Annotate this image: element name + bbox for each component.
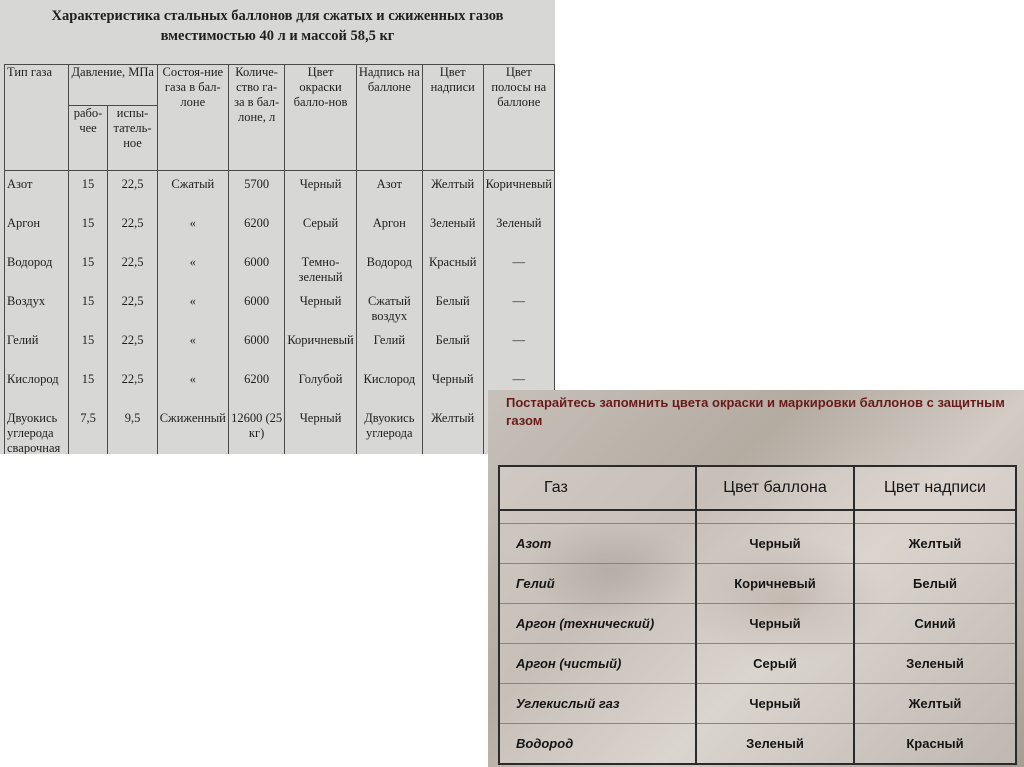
cell-cylinder-color: Черный bbox=[696, 684, 854, 724]
cell-inscription: Водород bbox=[356, 255, 422, 294]
cell-working: 15 bbox=[68, 372, 108, 411]
cell-working: 7,5 bbox=[68, 411, 108, 454]
table-row bbox=[5, 255, 555, 294]
cell-gas: Воздух bbox=[5, 294, 69, 333]
cell-state: Сжиженный bbox=[157, 411, 228, 454]
spacer-row bbox=[499, 510, 1016, 524]
cell-quantity: 6200 bbox=[228, 216, 284, 255]
cell-gas: Водород bbox=[5, 255, 69, 294]
header-working-pressure: рабо-чее bbox=[68, 106, 108, 171]
cell-gas: Двуокись углерода сварочная bbox=[5, 411, 69, 454]
table-row bbox=[5, 411, 555, 454]
table-row bbox=[5, 171, 555, 217]
cell-test: 22,5 bbox=[108, 372, 157, 411]
cell-state: « bbox=[157, 294, 228, 333]
table-row bbox=[499, 604, 1016, 644]
header-cylinder-color: Цвет баллона bbox=[696, 466, 854, 510]
cell-inscription: Азот bbox=[356, 171, 422, 217]
cell-test: 22,5 bbox=[108, 333, 157, 372]
cell-working: 15 bbox=[68, 171, 108, 217]
cell-gas: Гелий bbox=[499, 564, 696, 604]
table-row bbox=[499, 644, 1016, 684]
cell-inscription-color: Синий bbox=[854, 604, 1016, 644]
cell-cylinder-color: Серый bbox=[696, 644, 854, 684]
cell-inscription-color: Зеленый bbox=[422, 216, 483, 255]
cell-inscription: Сжатый воздух bbox=[356, 294, 422, 333]
cell-gas: Азот bbox=[499, 524, 696, 564]
cell-inscription-color: Желтый bbox=[854, 524, 1016, 564]
cell-stripe: Коричневый bbox=[483, 171, 554, 217]
cell-gas: Аргон (технический) bbox=[499, 604, 696, 644]
cell-inscription-color: Красный bbox=[422, 255, 483, 294]
cell-cylinder-color: Черный bbox=[696, 524, 854, 564]
cell-gas: Гелий bbox=[5, 333, 69, 372]
table-row bbox=[5, 294, 555, 333]
cell-test: 22,5 bbox=[108, 255, 157, 294]
cell-state: Сжатый bbox=[157, 171, 228, 217]
cylinder-spec-table bbox=[4, 64, 555, 454]
cell-cylinder-color: Черный bbox=[696, 604, 854, 644]
cell-quantity: 6000 bbox=[228, 294, 284, 333]
cell-paint: Серый bbox=[285, 216, 356, 255]
cell-paint: Черный bbox=[285, 411, 356, 454]
cell-quantity: 6000 bbox=[228, 333, 284, 372]
header-test-pressure: испы-татель-ное bbox=[108, 106, 157, 171]
cell-gas: Кислород bbox=[5, 372, 69, 411]
header-pressure: Давление, МПа bbox=[68, 65, 157, 106]
cell-paint: Голубой bbox=[285, 372, 356, 411]
cell-stripe: — bbox=[483, 372, 554, 411]
cell-paint: Черный bbox=[285, 294, 356, 333]
header-inscription-color: Цвет надписи bbox=[854, 466, 1016, 510]
slide-panel bbox=[488, 390, 1024, 767]
cell-paint: Коричневый bbox=[285, 333, 356, 372]
cell-inscription: Гелий bbox=[356, 333, 422, 372]
cell-inscription: Двуокись углерода bbox=[356, 411, 422, 454]
cell-stripe: — bbox=[483, 294, 554, 333]
cell-inscription-color: Желтый bbox=[422, 171, 483, 217]
table-row bbox=[499, 724, 1016, 765]
cell-gas: Углекислый газ bbox=[499, 684, 696, 724]
cell-stripe: — bbox=[483, 333, 554, 372]
cell-working: 15 bbox=[68, 294, 108, 333]
header-state: Состоя-ние газа в бал-лоне bbox=[157, 65, 228, 171]
cell-state: « bbox=[157, 372, 228, 411]
header-paint-color: Цвет окраски балло-нов bbox=[285, 65, 356, 171]
cell-working: 15 bbox=[68, 333, 108, 372]
cell-quantity: 6200 bbox=[228, 372, 284, 411]
cell-gas: Водород bbox=[499, 724, 696, 765]
table-row bbox=[499, 524, 1016, 564]
header-quantity: Количе-ство га-за в бал-лоне, л bbox=[228, 65, 284, 171]
cell-test: 22,5 bbox=[108, 171, 157, 217]
slide-title: Постарайтесь запомнить цвета окраски и маркировки баллонов с защитным газом bbox=[506, 395, 1005, 428]
header-inscription: Надпись на баллоне bbox=[356, 65, 422, 171]
cell-inscription-color: Белый bbox=[854, 564, 1016, 604]
table-row bbox=[5, 216, 555, 255]
cell-quantity: 5700 bbox=[228, 171, 284, 217]
cell-cylinder-color: Зеленый bbox=[696, 724, 854, 765]
scan-title-line1: Характеристика стальных баллонов для сжатых и сжиженных газов bbox=[51, 8, 504, 24]
cell-test: 22,5 bbox=[108, 294, 157, 333]
scan-title-line2: вместимостью 40 л и массой 58,5 кг bbox=[160, 28, 395, 44]
table-row bbox=[5, 372, 555, 411]
cell-inscription: Аргон bbox=[356, 216, 422, 255]
table-row bbox=[499, 564, 1016, 604]
cell-inscription-color: Желтый bbox=[854, 684, 1016, 724]
cell-inscription-color: Зеленый bbox=[854, 644, 1016, 684]
header-gas-type: Тип газа bbox=[5, 65, 69, 171]
cell-working: 15 bbox=[68, 216, 108, 255]
cell-state: « bbox=[157, 333, 228, 372]
cell-inscription-color: Красный bbox=[854, 724, 1016, 765]
cell-inscription-color: Белый bbox=[422, 333, 483, 372]
cell-stripe: — bbox=[483, 255, 554, 294]
header-inscription-color: Цвет надписи bbox=[422, 65, 483, 171]
cell-quantity: 12600 (25 кг) bbox=[228, 411, 284, 454]
cell-inscription: Кислород bbox=[356, 372, 422, 411]
cell-gas: Аргон (чистый) bbox=[499, 644, 696, 684]
cell-inscription-color: Белый bbox=[422, 294, 483, 333]
cell-test: 9,5 bbox=[108, 411, 157, 454]
cell-test: 22,5 bbox=[108, 216, 157, 255]
header-stripe-color: Цвет полосы на баллоне bbox=[483, 65, 554, 171]
cell-state: « bbox=[157, 255, 228, 294]
cell-inscription-color: Черный bbox=[422, 372, 483, 411]
cell-state: « bbox=[157, 216, 228, 255]
table-row bbox=[5, 333, 555, 372]
cell-quantity: 6000 bbox=[228, 255, 284, 294]
cell-inscription-color: Желтый bbox=[422, 411, 483, 454]
cell-stripe: Зеленый bbox=[483, 216, 554, 255]
scan-title bbox=[0, 6, 555, 46]
cell-paint: Темно-зеленый bbox=[285, 255, 356, 294]
cell-paint: Черный bbox=[285, 171, 356, 217]
header-gas: Газ bbox=[499, 466, 696, 510]
protective-gas-table bbox=[498, 465, 1017, 765]
table-row bbox=[499, 684, 1016, 724]
cell-working: 15 bbox=[68, 255, 108, 294]
cell-gas: Азот bbox=[5, 171, 69, 217]
cell-gas: Аргон bbox=[5, 216, 69, 255]
scanned-table-image bbox=[0, 0, 555, 454]
cell-cylinder-color: Коричневый bbox=[696, 564, 854, 604]
